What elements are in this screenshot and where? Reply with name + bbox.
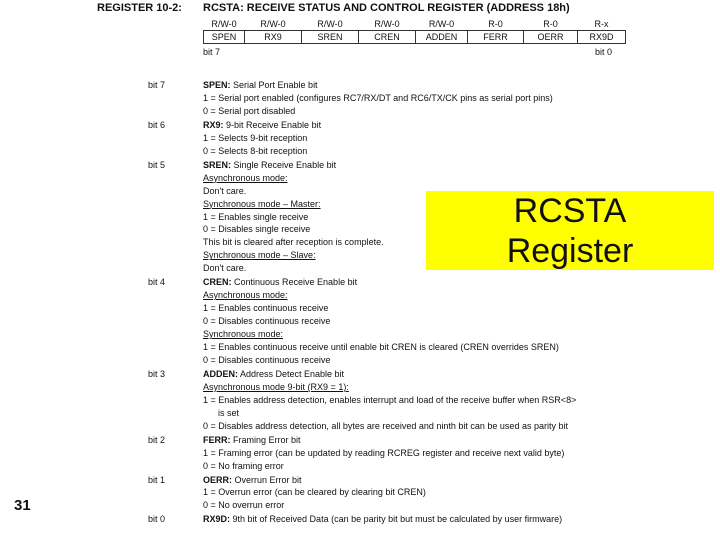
description-line: [203, 408, 239, 418]
bit-cell-spen: SPEN: [204, 31, 245, 44]
description-text: Asynchronous mode:: [203, 290, 288, 301]
bit-label: bit 5: [148, 159, 166, 170]
description-text: Asynchronous mode 9-bit (RX9 = 1):: [203, 381, 349, 392]
description-line: [203, 342, 559, 352]
description-text: Single Receive Enable bit: [231, 159, 337, 170]
description-line: [203, 93, 553, 103]
description-line: [203, 461, 284, 471]
description-line: [203, 290, 288, 300]
description-line: [203, 133, 307, 143]
description-line: [203, 316, 330, 326]
description-text: 1 = Enables address detection, enables interrupt and load of the receive buffer when RSR<8>: [203, 394, 577, 405]
access-bit5: R/W-0: [317, 19, 343, 29]
description-text: 1 = Selects 9-bit reception: [203, 132, 308, 143]
description-line: [203, 500, 284, 510]
description-text: 0 = Disables address detection, all bytes are received and ninth bit can be used as parity bit: [203, 420, 568, 431]
slide-number: 31: [14, 497, 31, 514]
description-line: [203, 487, 426, 497]
register-title: RCSTA: RECEIVE STATUS AND CONTROL REGISTER (ADDRESS 18h): [203, 2, 570, 14]
description-line: [203, 224, 310, 234]
description-text: Don't care.: [203, 185, 247, 196]
description-text: 0 = Disables continuous receive: [203, 354, 331, 365]
description-text: 0 = No framing error: [203, 460, 284, 471]
description-text: 9-bit Receive Enable bit: [223, 119, 322, 130]
description-line: [203, 263, 246, 273]
register-label: REGISTER 10-2:: [97, 2, 182, 14]
description-line: [203, 448, 564, 458]
description-text: Overrun Error bit: [232, 474, 302, 485]
description-line: [203, 514, 562, 524]
bit-label: bit 6: [148, 119, 166, 130]
bit-cell-sren: SREN: [302, 31, 359, 44]
description-text: 1 = Enables single receive: [203, 211, 309, 222]
description-line: [203, 382, 349, 392]
description-text: 0 = Disables continuous receive: [203, 316, 331, 327]
bit-cell-ferr: FERR: [468, 31, 524, 44]
description-line: [203, 120, 321, 130]
description-line: [203, 355, 330, 365]
description-line: [203, 173, 288, 183]
description-text: 1 = Overrun error (can be cleared by clearing bit CREN): [203, 487, 426, 498]
description-text: 9th bit of Received Data (can be parity bit but must be calculated by user firmware): [230, 514, 563, 525]
bit-label: bit 7: [148, 80, 166, 90]
bit7-caption: bit 7: [203, 47, 221, 57]
description-text: Framing Error bit: [230, 434, 301, 445]
description-text: Synchronous mode:: [203, 329, 284, 340]
description-line: [203, 303, 328, 313]
description-text: Synchronous mode – Master:: [203, 198, 321, 209]
access-bit1: R-0: [543, 19, 558, 29]
bit-label: bit 2: [148, 434, 166, 445]
description-text: Continuous Receive Enable bit: [231, 277, 358, 288]
callout-line2: Register: [506, 231, 634, 270]
description-line: [203, 237, 384, 247]
description-text: Address Detect Enable bit: [238, 368, 345, 379]
field-name: SPEN:: [203, 80, 231, 90]
description-text: Serial Port Enable bit: [230, 80, 318, 90]
access-bit6: R/W-0: [260, 19, 286, 29]
description-line: [203, 250, 316, 260]
bit-cell-rx9: RX9: [245, 31, 302, 44]
bit0-caption: bit 0: [595, 47, 613, 57]
field-name: ADDEN:: [203, 368, 238, 379]
bit-cell-oerr: OERR: [524, 31, 578, 44]
description-text: Synchronous mode – Slave:: [203, 250, 316, 261]
description-text: Asynchronous mode:: [203, 172, 288, 183]
description-text: Don't care.: [203, 263, 247, 274]
field-name: OERR:: [203, 474, 232, 485]
bit-cell-cren: CREN: [359, 31, 416, 44]
bit-cell-rx9d: RX9D: [578, 31, 626, 44]
bit-label: bit 3: [148, 368, 166, 379]
description-text: 1 = Framing error (can be updated by reading RCREG register and receive next valid byte): [203, 447, 565, 458]
description-line: [203, 421, 568, 431]
field-name: RX9:: [203, 119, 224, 130]
field-name: SREN:: [203, 159, 232, 170]
bit-label: bit 0: [148, 514, 166, 525]
field-name: CREN:: [203, 277, 232, 288]
description-text: is set: [203, 407, 240, 418]
description-line: [203, 369, 344, 379]
description-text: 0 = Serial port disabled: [203, 105, 296, 116]
bit-label: bit 1: [148, 474, 166, 485]
access-bit7: R/W-0: [211, 19, 237, 29]
access-bit3: R/W-0: [428, 19, 455, 29]
description-line: [203, 146, 307, 156]
description-text: 1 = Serial port enabled (configures RC7/RX/DT and RC6/TX/CK pins as serial port pins): [203, 92, 553, 103]
description-line: [203, 329, 283, 339]
description-line: [203, 160, 336, 170]
description-line: [203, 80, 318, 90]
access-bit4: R/W-0: [374, 19, 400, 29]
field-name: FERR:: [203, 434, 231, 445]
register-bit-table: [203, 18, 626, 44]
description-line: [203, 186, 246, 196]
callout-box: [426, 191, 714, 270]
description-text: 0 = Selects 8-bit reception: [203, 145, 308, 156]
description-text: 1 = Enables continuous receive until enable bit CREN is cleared (CREN overrides SREN): [203, 342, 559, 352]
access-bit0: R-x: [594, 19, 609, 29]
description-line: [203, 395, 576, 405]
description-line: [203, 435, 301, 445]
bit-label: bit 4: [148, 277, 166, 288]
bit-cell-adden: ADDEN: [416, 31, 468, 44]
access-bit2: R-0: [488, 19, 503, 29]
description-line: [203, 475, 302, 485]
description-text: 0 = No overrun error: [203, 500, 285, 511]
description-line: [203, 199, 321, 209]
description-line: [203, 277, 357, 287]
description-text: 1 = Enables continuous receive: [203, 303, 329, 314]
description-text: 0 = Disables single receive: [203, 224, 311, 235]
description-text: This bit is cleared after reception is complete.: [203, 237, 384, 248]
description-line: [203, 106, 295, 116]
field-name: RX9D:: [203, 514, 231, 525]
description-line: [203, 212, 308, 222]
callout-line1: RCSTA: [513, 191, 627, 230]
